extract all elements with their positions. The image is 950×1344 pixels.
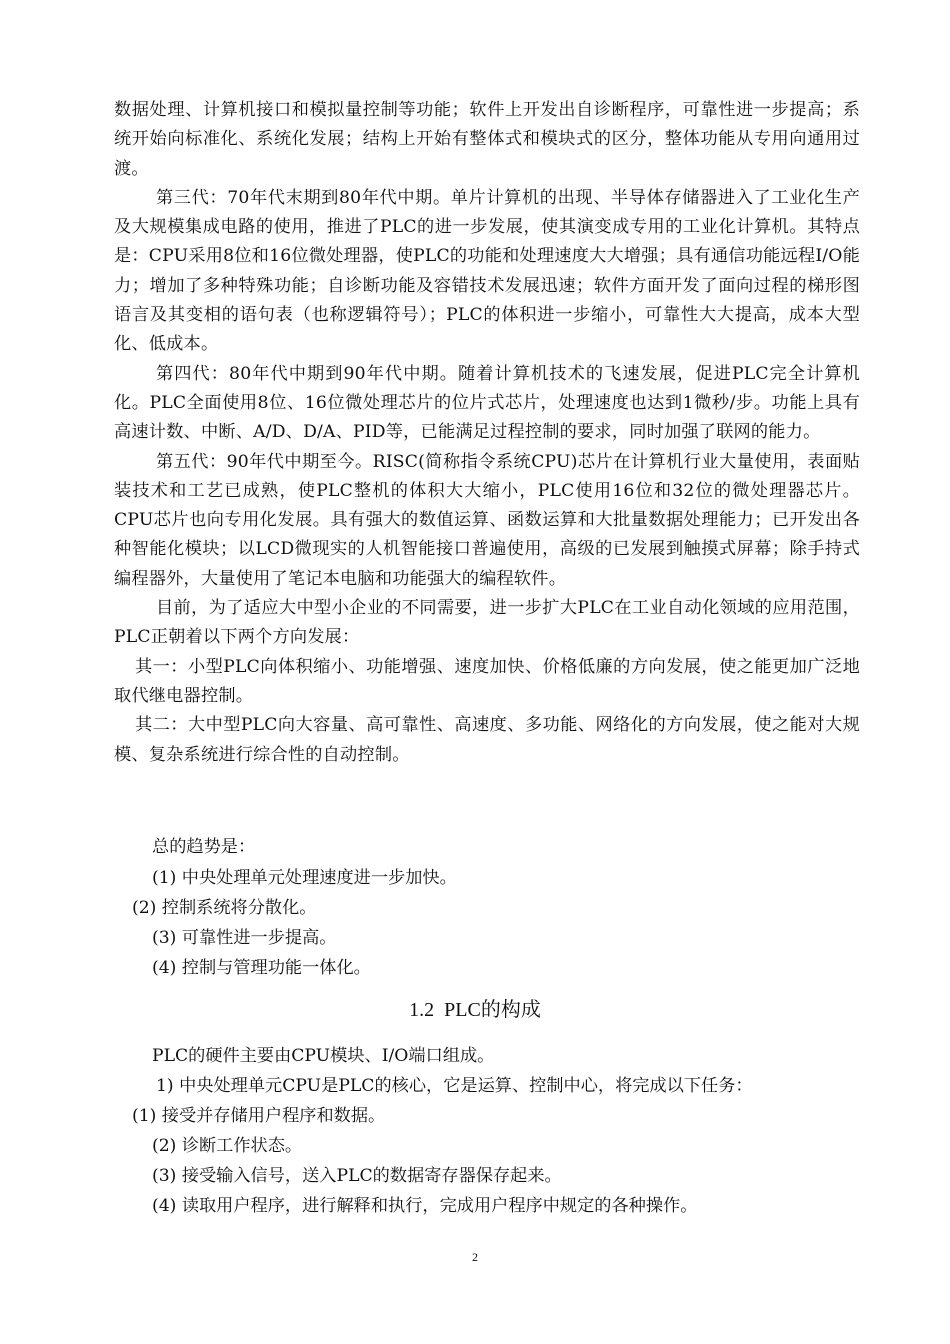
cpu-task-item: (4) 读取用户程序，进行解释和执行，完成用户程序中规定的各种操作。 [152,1196,698,1216]
cpu-task-item: (1) 接受并存储用户程序和数据。 [132,1106,386,1126]
section-number: 1.2 [409,999,435,1021]
paragraph-current-trend: 目前，为了适应大中型小企业的不同需要，进一步扩大PLC在工业自动化领域的应用范围，PLC正朝着以下两个方向发展： [114,598,860,648]
paragraph-third-generation: 第三代：70年代末期到80年代中期。单片计算机的出现、半导体存储器进入了工业化生产及大规模集成电路的使用，推进了PLC的进一步发展，使其演变成专用的工业化计算机。其特点是：CPU采用8位和16位微处理器，使PLC的功能和处理速度大大增强；具有通信功能远程I/O能力；增加了多种特殊功能；自诊断功能及容错技术发展迅速；软件方面开发了面向过程的梯形图语言及其变相的语句表（也称逻辑符号）；PLC的体积进一步缩小，可靠性大大提高，成本大型化、低成本。 [114,187,860,355]
trend-item: (1) 中央处理单元处理速度进一步加快。 [152,868,457,888]
cpu-intro: 1) 中央处理单元CPU是PLC的核心，它是运算、控制中心，将完成以下任务： [156,1076,753,1096]
trend-item: (3) 可靠性进一步提高。 [152,928,337,948]
trend-item: (2) 控制系统将分散化。 [132,898,317,918]
body-text [114,96,860,770]
trend-item: (4) 控制与管理功能一体化。 [152,958,371,978]
section-title: PLC的构成 [444,999,541,1021]
paragraph-fourth-generation: 第四代：80年代中期到90年代中期。随着计算机技术的飞速发展，促进PLC完全计算机化。PLC全面使用8位、16位微处理芯片的位片式芯片，处理速度也达到1微秒/步。功能上具有高速计数、中断、A/D、D/A、PID等，已能满足过程控制的要求，同时加强了联网的能力。 [114,363,860,443]
paragraph-direction-one: 其一：小型PLC向体积缩小、功能增强、速度加快、价格低廉的方向发展，使之能更加广泛地取代继电器控制。 [114,656,860,706]
section-heading [0,995,950,1025]
paragraph-fifth-generation: 第五代：90年代中期至今。RISC(简称指令系统CPU)芯片在计算机行业大量使用，表面贴装技术和工艺已成熟，使PLC整机的体积大大缩小，PLC使用16位和32位的微处理器芯片。CPU芯片也向专用化发展。具有强大的数值运算、函数运算和大批量数据处理能力；已开发出各种智能化模块；以LCD微现实的人机智能接口普遍使用，高级的已发展到触摸式屏幕；除手持式编程器外，大量使用了笔记本电脑和功能强大的编程软件。 [114,451,860,589]
trend-intro: 总的趋势是： [152,837,256,857]
paragraph-continuation: 数据处理、计算机接口和模拟量控制等功能；软件上开发出自诊断程序，可靠性进一步提高；系统开始向标准化、系统化发展；结构上开始有整体式和模块式的区分，整体功能从专用向通用过渡。 [114,100,860,179]
cpu-task-item: (2) 诊断工作状态。 [152,1136,303,1156]
section-intro: PLC的硬件主要由CPU模块、I/O端口组成。 [152,1046,495,1066]
cpu-task-item: (3) 接受输入信号，送入PLC的数据寄存器保存起来。 [152,1166,562,1186]
paragraph-direction-two: 其二：大中型PLC向大容量、高可靠性、高速度、多功能、网络化的方向发展，使之能对大规模、复杂系统进行综合性的自动控制。 [114,715,860,765]
page-number: 2 [472,1250,478,1264]
